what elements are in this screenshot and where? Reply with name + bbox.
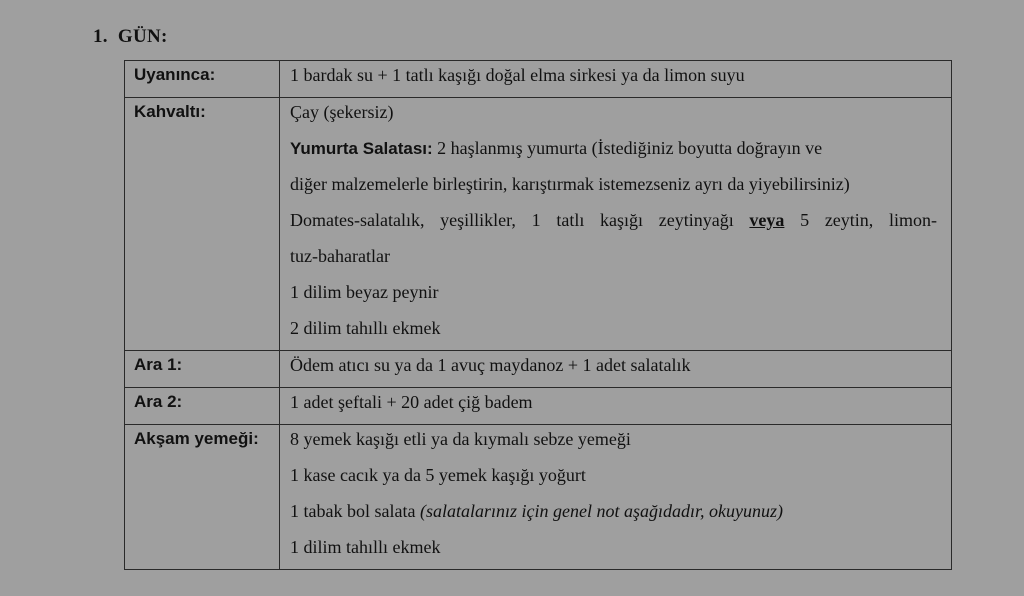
row-label: Ara 2:: [125, 388, 280, 425]
meal-plan-table: [124, 60, 952, 570]
content-line: tuz-baharatlar: [290, 246, 390, 266]
content-line: Ödem atıcı su ya da 1 avuç maydanoz + 1 adet salatalık: [290, 355, 691, 375]
row-label: Kahvaltı:: [125, 98, 280, 351]
day-number: 1.: [93, 26, 108, 47]
content-line: 8 yemek kaşığı etli ya da kıymalı sebze yemeği: [290, 429, 631, 449]
veya-emphasis: veya: [749, 210, 785, 230]
content-line: [290, 134, 937, 170]
content-line: 1 adet şeftali + 20 adet çiğ badem: [290, 392, 533, 412]
salad-note: (salatalarınız için genel not aşağıdadır, okuyunuz): [419, 501, 783, 521]
table-row: [125, 98, 952, 351]
table-row: [125, 388, 952, 425]
content-line: 1 tabak bol salata (salatalarınız için genel not aşağıdadır, okuyunuz): [290, 501, 783, 521]
salad-text: 2 haşlanmış yumurta (İstediğiniz boyutta doğrayın ve: [432, 138, 823, 158]
content-line: 2 dilim tahıllı ekmek: [290, 318, 441, 338]
table-row: [125, 61, 952, 98]
day-heading: [93, 26, 168, 48]
content-line: 1 bardak su + 1 tatlı kaşığı doğal elma sirkesi ya da limon suyu: [290, 65, 745, 85]
content-line: diğer malzemelerle birleştirin, karıştırmak istemezseniz ayrı da yiyebilirsiniz): [290, 174, 850, 194]
content-line: 1 dilim tahıllı ekmek: [290, 537, 441, 557]
salad-title: Yumurta Salatası:: [290, 139, 433, 158]
content-line: Domates-salatalık, yeşillikler, 1 tatlı kaşığı zeytinyağı veya 5 zeytin, limon-: [290, 210, 937, 230]
row-label: Ara 1:: [125, 351, 280, 388]
table-row: [125, 425, 952, 570]
row-content: [280, 425, 952, 570]
row-label: Uyanınca:: [125, 61, 280, 98]
row-content: [280, 388, 952, 425]
row-content: [280, 351, 952, 388]
row-label: Akşam yemeği:: [125, 425, 280, 570]
day-title: GÜN:: [117, 26, 168, 47]
row-content: [280, 98, 952, 351]
row-content: [280, 61, 952, 98]
content-line: 1 kase cacık ya da 5 yemek kaşığı yoğurt: [290, 465, 586, 485]
content-line: Çay (şekersiz): [290, 102, 394, 122]
table-row: [125, 351, 952, 388]
content-line: 1 dilim beyaz peynir: [290, 282, 439, 302]
